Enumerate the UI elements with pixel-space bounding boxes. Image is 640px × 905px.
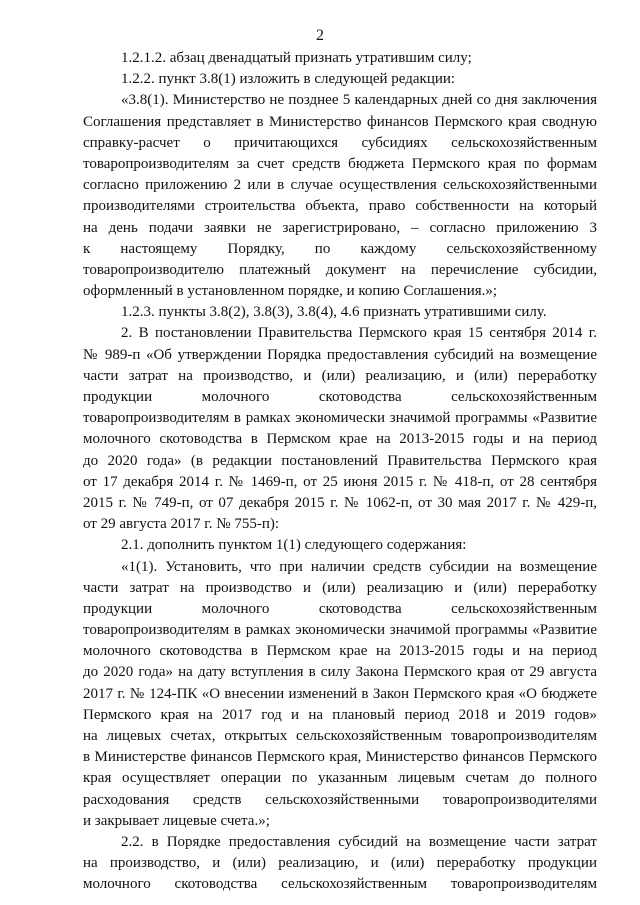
text-line: продукции молочного скотоводства сельскохозяйственным (83, 600, 597, 617)
text-line: части затрат на производство, и (или) реализацию, и (или) переработку (83, 367, 597, 384)
text-line: товаропроизводителям в рамках экономически значимой программы «Развитие (83, 622, 597, 639)
text-line: к настоящему Порядку, по каждому сельскохозяйственному (83, 240, 597, 257)
page-number: 2 (316, 27, 324, 44)
text-line: 2.2. в Порядке предоставления субсидий на возмещение части затрат (121, 833, 597, 850)
text-line: «3.8(1). Министерство не позднее 5 календарных дней со дня заключения (121, 92, 597, 109)
text-line: молочного скотоводства в Пермском крае на 2013-2015 годы и на период (83, 643, 597, 660)
text-line: молочного скотоводства сельскохозяйственным товаропроизводителям (83, 876, 597, 893)
text-line: на день подачи заявки не зарегистрировано, – согласно приложению 3 (83, 219, 597, 236)
document-body (83, 48, 597, 896)
text-line: Соглашения представляет в Министерство финансов Пермского края сводную (83, 113, 597, 130)
text-line: «1(1). Установить, что при наличии средств субсидии на возмещение (121, 558, 597, 575)
text-line: 1.2.2. пункт 3.8(1) изложить в следующей редакции: (121, 71, 456, 88)
text-line: справку-расчет о причитающихся субсидиях сельскохозяйственным (83, 134, 597, 151)
text-line: Пермского края на 2017 год и на плановый период 2018 и 2019 годов» (83, 706, 597, 723)
text-line: расходования средств сельскохозяйственными товаропроизводителями (83, 791, 597, 808)
text-line: до 2020 года» на дату вступления в силу Закона Пермского края от 29 августа (83, 664, 597, 681)
text-line: 2015 г. № 749-п, от 07 декабря 2015 г. № 1062-п, от 30 мая 2017 г. № 429-п, (83, 494, 597, 511)
text-line: молочного скотоводства в Пермском крае на 2013-2015 годы и на период (83, 431, 597, 448)
text-line: и закрывает лицевые счета.»; (83, 812, 270, 829)
text-line: производителями строительства объекта, право собственности на который (83, 198, 597, 215)
text-line: в Министерстве финансов Пермского края, Министерство финансов Пермского (83, 749, 597, 766)
text-line: 1.2.1.2. абзац двенадцатый признать утратившим силу; (121, 50, 472, 66)
text-line: № 989-п «Об утверждении Порядка предоставления субсидий на возмещение (83, 346, 597, 363)
text-line: продукции молочного скотоводства сельскохозяйственным (83, 389, 597, 405)
text-line: 2017 г. № 124-ПК «О внесении изменений в Закон Пермского края «О бюджете (83, 685, 597, 702)
text-line: согласно приложению 2 или в случае осуществления сельскохозяйственными (83, 177, 597, 194)
text-line: от 29 августа 2017 г. № 755-п): (83, 516, 280, 533)
text-line: на лицевых счетах, открытых сельскохозяйственным товаропроизводителям (83, 728, 597, 744)
text-line: оформленный в установленном порядке, и копию Соглашения.»; (83, 283, 498, 300)
text-line: на производство, и (или) реализацию, и (или) переработку продукции (83, 855, 597, 872)
text-line: товаропроизводителям в рамках экономически значимой программы «Развитие (83, 410, 597, 427)
text-line: 2.1. дополнить пунктом 1(1) следующего содержания: (121, 537, 467, 554)
text-line: товаропроизводителям за счет средств бюджета Пермского края по формам (83, 155, 597, 172)
text-line: 2. В постановлении Правительства Пермского края 15 сентября 2014 г. (121, 325, 597, 342)
text-line: 1.2.3. пункты 3.8(2), 3.8(3), 3.8(4), 4.6 признать утратившими силу. (121, 304, 547, 321)
text-line: товаропроизводителю платежный документ на перечисление субсидии, (83, 261, 597, 278)
text-line: до 2020 года» (в редакции постановлений Правительства Пермского края (83, 452, 597, 469)
text-line: края осуществляет операции по указанным лицевым счетам до полного (83, 770, 597, 787)
text-line: части затрат на производство и (или) реализацию и (или) переработку (83, 579, 597, 596)
text-line: от 17 декабря 2014 г. № 1469-п, от 25 июня 2015 г. № 418-п, от 28 сентября (83, 473, 597, 490)
